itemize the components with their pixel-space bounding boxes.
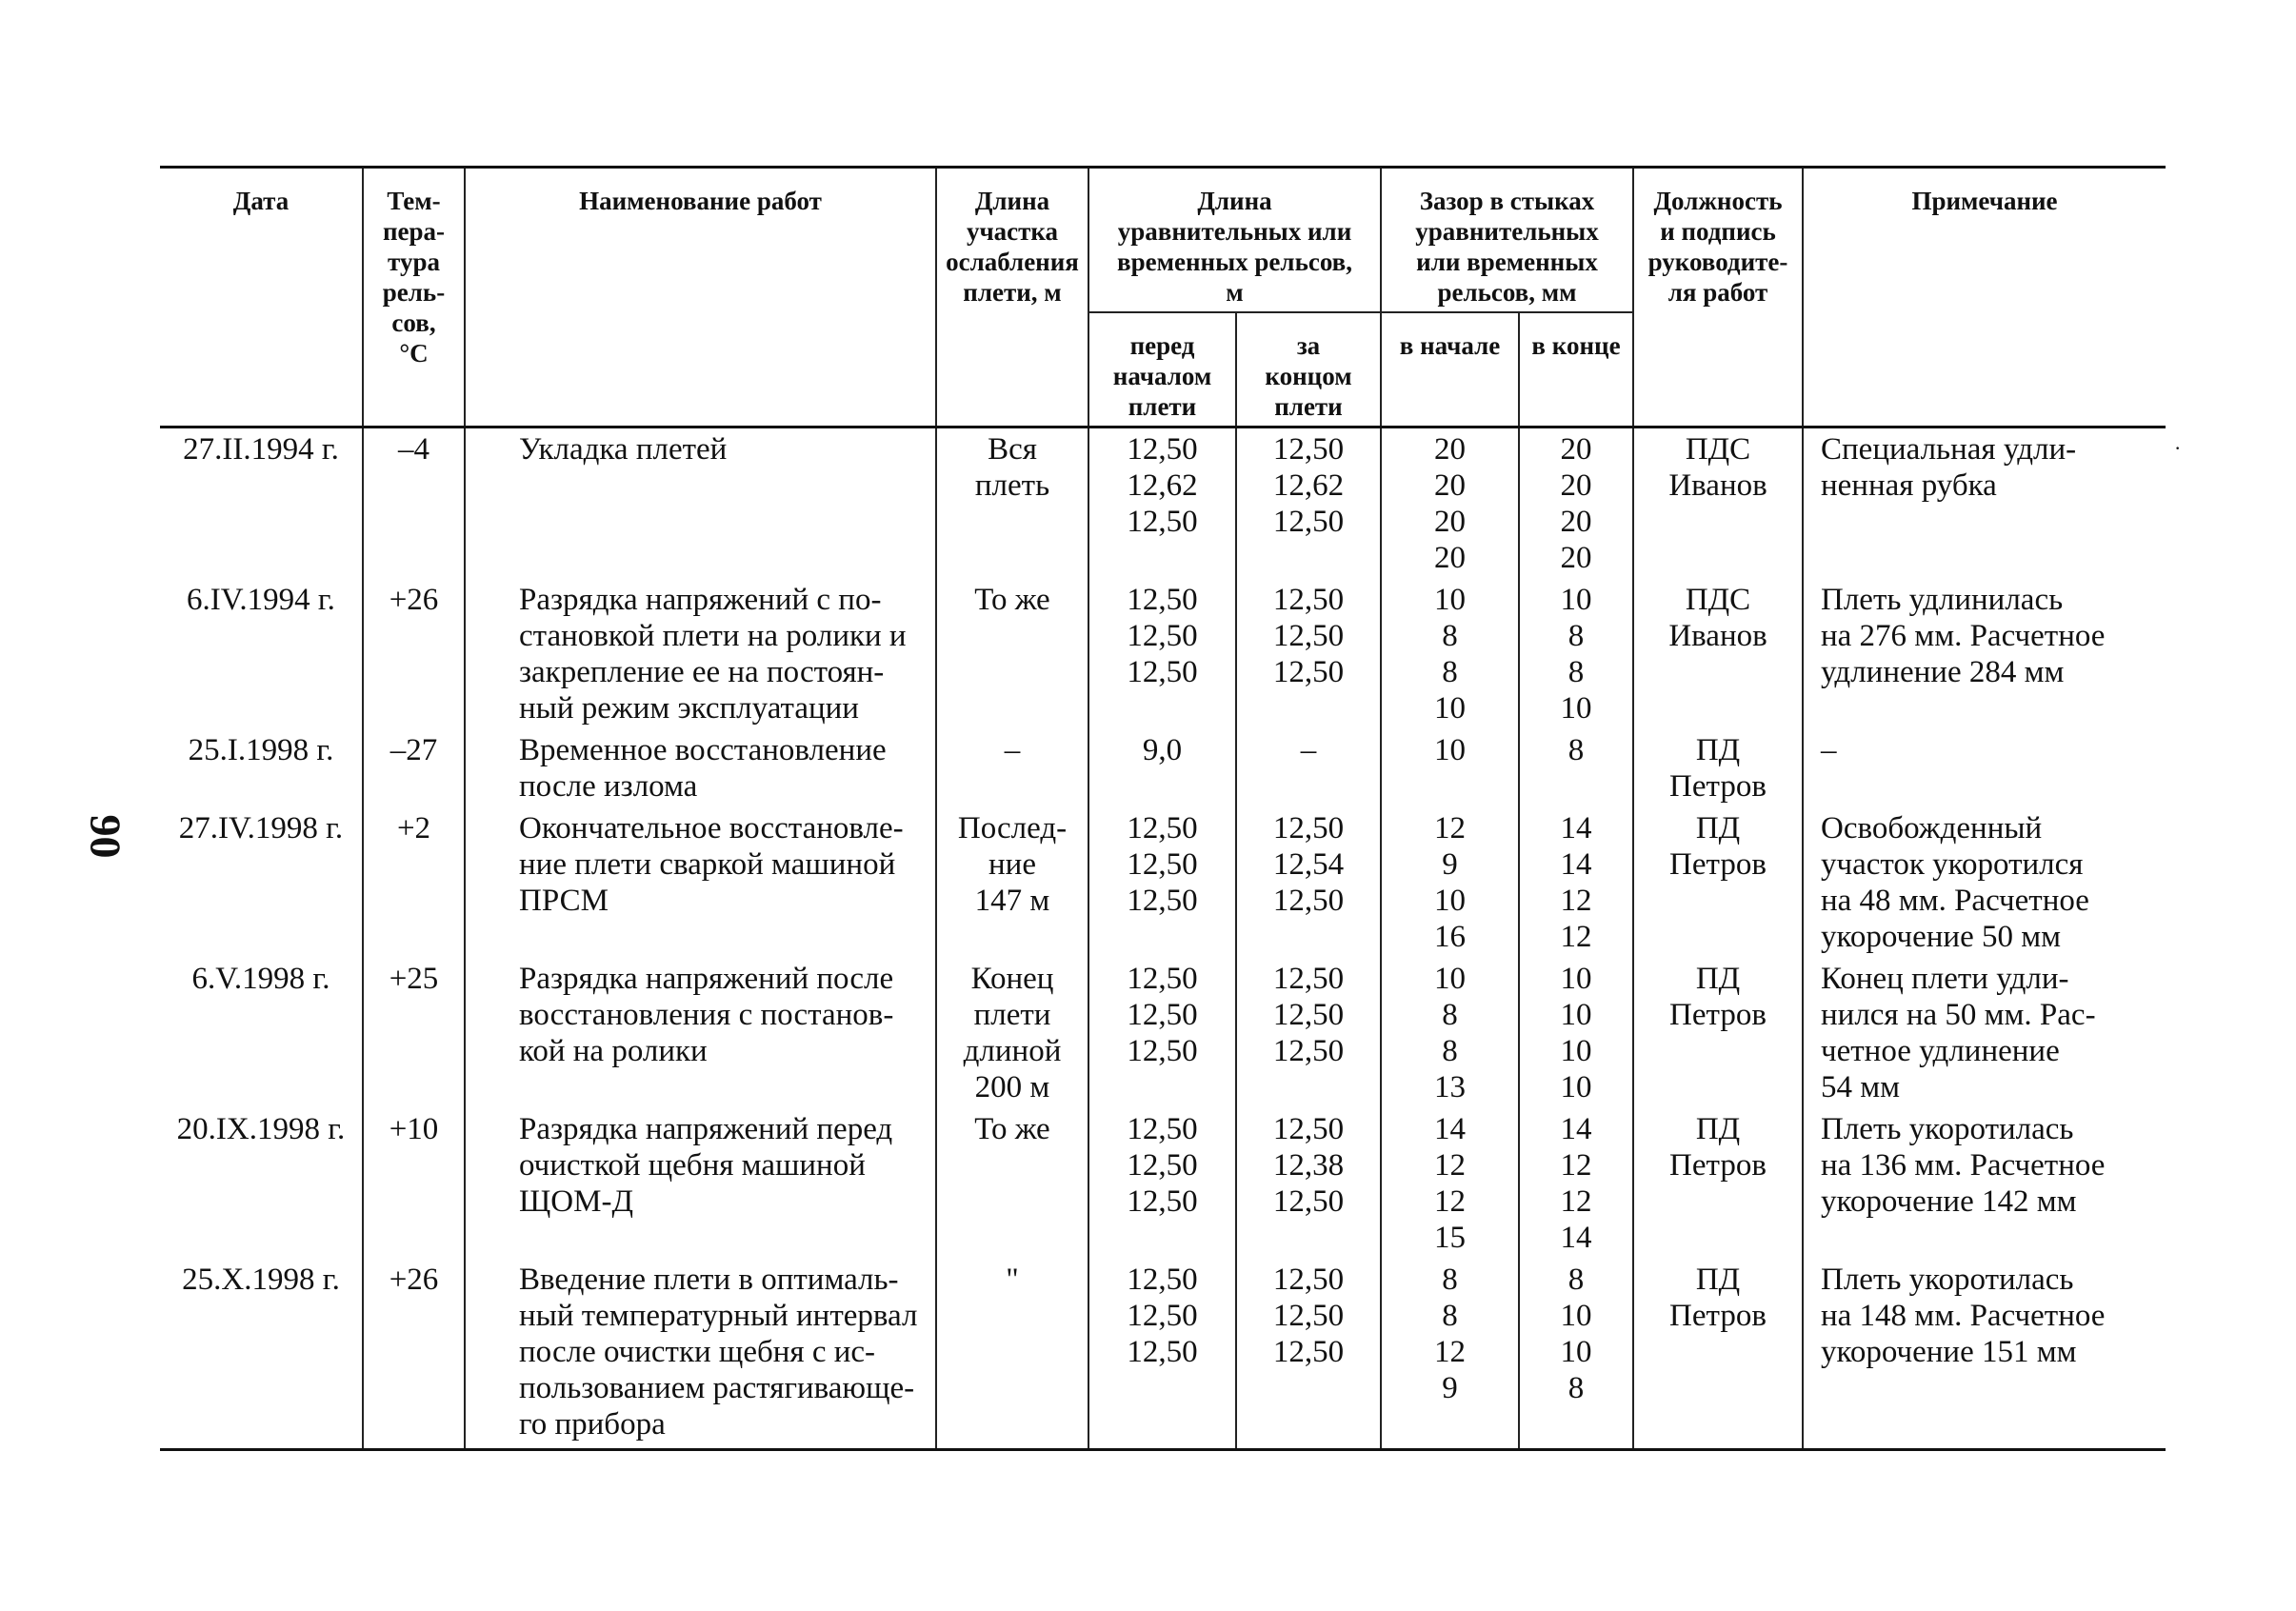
table-row — [160, 958, 2166, 1108]
cell-rail-before: 9,0 — [1088, 729, 1236, 807]
cell-weakened-length: " — [936, 1259, 1088, 1450]
header-position-signature: Должность и подпись руководите- ля работ — [1633, 168, 1803, 428]
cell-gap-end: 10 10 10 10 — [1519, 958, 1633, 1108]
table-row — [160, 1259, 2166, 1450]
cell-note: Освобожденный участок укоротился на 48 мм. Расчетное укорочение 50 мм — [1803, 807, 2166, 958]
cell-gap-end: 8 — [1519, 729, 1633, 807]
stray-mark: · — [2174, 436, 2182, 460]
cell-date: 25.X.1998 г. — [160, 1259, 363, 1450]
header-joint-gap: Зазор в стыках уравнительных или временных рельсов, мм — [1381, 168, 1633, 313]
cell-position: ПД Петров — [1633, 1108, 1803, 1259]
cell-weakened-length: – — [936, 729, 1088, 807]
cell-note: Конец плети удли- нился на 50 мм. Рас- четное удлинение 54 мм — [1803, 958, 2166, 1108]
cell-weakened-length: То же — [936, 579, 1088, 729]
header-work-name: Наименование работ — [465, 168, 936, 428]
cell-temperature: +2 — [363, 807, 465, 958]
cell-date: 27.II.1994 г. — [160, 428, 363, 580]
cell-gap-start: 12 9 10 16 — [1381, 807, 1519, 958]
header-temperature: Тем- пера- тура рель- сов, °С — [363, 168, 465, 428]
cell-rail-before: 12,50 12,62 12,50 — [1088, 428, 1236, 580]
cell-date: 27.IV.1998 г. — [160, 807, 363, 958]
cell-work-name: Разрядка напряжений перед очисткой щебня машиной ЩОМ-Д — [465, 1108, 936, 1259]
cell-gap-end: 20 20 20 20 — [1519, 428, 1633, 580]
cell-rail-before: 12,50 12,50 12,50 — [1088, 579, 1236, 729]
cell-rail-after: – — [1236, 729, 1381, 807]
cell-date: 6.V.1998 г. — [160, 958, 363, 1108]
cell-rail-before: 12,50 12,50 12,50 — [1088, 958, 1236, 1108]
cell-rail-after: 12,50 12,50 12,50 — [1236, 1259, 1381, 1450]
cell-rail-after: 12,50 12,54 12,50 — [1236, 807, 1381, 958]
cell-gap-end: 14 14 12 12 — [1519, 807, 1633, 958]
cell-rail-after: 12,50 12,50 12,50 — [1236, 958, 1381, 1108]
cell-work-name: Укладка плетей — [465, 428, 936, 580]
table-row — [160, 1108, 2166, 1259]
cell-date: 6.IV.1994 г. — [160, 579, 363, 729]
cell-position: ПД Петров — [1633, 807, 1803, 958]
cell-position: ПД Петров — [1633, 729, 1803, 807]
cell-position: ПД Петров — [1633, 1259, 1803, 1450]
cell-weakened-length: То же — [936, 1108, 1088, 1259]
cell-position: ПДС Иванов — [1633, 579, 1803, 729]
header-after-end: за концом плети — [1236, 312, 1381, 428]
cell-work-name: Разрядка напряжений после восстановления с постанов- кой на ролики — [465, 958, 936, 1108]
rail-work-log-table — [160, 166, 2166, 1451]
page-number: 90 — [81, 814, 130, 859]
cell-gap-end: 14 12 12 14 — [1519, 1108, 1633, 1259]
table-row — [160, 807, 2166, 958]
cell-temperature: –4 — [363, 428, 465, 580]
cell-work-name: Введение плети в оптималь- ный температурный интервал после очистки щебня с ис- пользованием растягивающе- го прибора — [465, 1259, 936, 1450]
cell-gap-end: 8 10 10 8 — [1519, 1259, 1633, 1450]
table-row — [160, 428, 2166, 580]
cell-work-name: Временное восстановление после излома — [465, 729, 936, 807]
header-weakened-length: Длина участка ослабления плети, м — [936, 168, 1088, 428]
cell-temperature: +26 — [363, 1259, 465, 1450]
cell-weakened-length: Конец плети длиной 200 м — [936, 958, 1088, 1108]
header-date: Дата — [160, 168, 363, 428]
cell-rail-before: 12,50 12,50 12,50 — [1088, 1259, 1236, 1450]
cell-note: Плеть укоротилась на 148 мм. Расчетное укорочение 151 мм — [1803, 1259, 2166, 1450]
cell-note: Плеть удлинилась на 276 мм. Расчетное удлинение 284 мм — [1803, 579, 2166, 729]
cell-weakened-length: Послед- ние 147 м — [936, 807, 1088, 958]
header-rail-length: Длина уравнительных или временных рельсов, м — [1088, 168, 1381, 313]
cell-gap-end: 10 8 8 10 — [1519, 579, 1633, 729]
cell-temperature: +10 — [363, 1108, 465, 1259]
cell-position: ПД Петров — [1633, 958, 1803, 1108]
cell-temperature: –27 — [363, 729, 465, 807]
header-gap-start: в начале — [1381, 312, 1519, 428]
cell-work-name: Разрядка напряжений с по- становкой плети на ролики и закрепление ее на постоян- ный режим эксплуатации — [465, 579, 936, 729]
cell-work-name: Окончательное восстановле- ние плети сваркой машиной ПРСМ — [465, 807, 936, 958]
cell-gap-start: 10 8 8 13 — [1381, 958, 1519, 1108]
cell-note: Плеть укоротилась на 136 мм. Расчетное укорочение 142 мм — [1803, 1108, 2166, 1259]
cell-temperature: +26 — [363, 579, 465, 729]
cell-rail-after: 12,50 12,62 12,50 — [1236, 428, 1381, 580]
cell-rail-before: 12,50 12,50 12,50 — [1088, 807, 1236, 958]
cell-weakened-length: Вся плеть — [936, 428, 1088, 580]
table-row — [160, 579, 2166, 729]
cell-gap-start: 14 12 12 15 — [1381, 1108, 1519, 1259]
header-gap-end: в конце — [1519, 312, 1633, 428]
cell-date: 25.I.1998 г. — [160, 729, 363, 807]
cell-note: – — [1803, 729, 2166, 807]
table-row — [160, 729, 2166, 807]
cell-gap-start: 10 8 8 10 — [1381, 579, 1519, 729]
cell-gap-start: 10 — [1381, 729, 1519, 807]
cell-gap-start: 20 20 20 20 — [1381, 428, 1519, 580]
cell-note: Специальная удли- ненная рубка — [1803, 428, 2166, 580]
header-before-start: перед началом плети — [1088, 312, 1236, 428]
cell-rail-after: 12,50 12,38 12,50 — [1236, 1108, 1381, 1259]
cell-temperature: +25 — [363, 958, 465, 1108]
cell-gap-start: 8 8 12 9 — [1381, 1259, 1519, 1450]
cell-rail-after: 12,50 12,50 12,50 — [1236, 579, 1381, 729]
cell-position: ПДС Иванов — [1633, 428, 1803, 580]
cell-date: 20.IX.1998 г. — [160, 1108, 363, 1259]
cell-rail-before: 12,50 12,50 12,50 — [1088, 1108, 1236, 1259]
header-note: Примечание — [1803, 168, 2166, 428]
